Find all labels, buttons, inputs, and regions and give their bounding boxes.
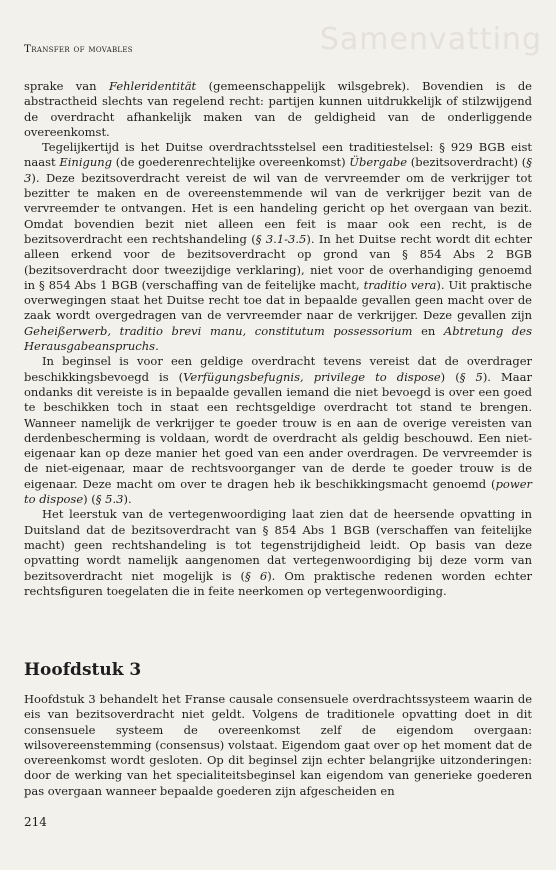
italic-term: Geheißerwerb, traditio brevi manu, constitutum possessorium	[24, 323, 413, 338]
chapter-paragraph: Hoofdstuk 3 behandelt het Franse causale consensuele overdrachtssysteem waarin de eis van bezitsoverdracht niet geldt. Volgens de traditionele opvatting doet in dit consensuele systeem de overeenkomst zelf de eigendom overgaan: wilsovereenstemming (consensus) volstaat. Eigendom gaat over op het moment dat de overeenkomst wordt gesloten. Op dit beginsel zijn echter belangrijke uitzonderingen: door de werking van het specialiteitsbeginsel kan eigendom van generieke goederen pas overgaan wanneer bepaalde goederen zijn afgescheiden en	[24, 692, 532, 798]
paragraph-3: In beginsel is voor een geldige overdracht tevens vereist dat de overdrager beschikkingsbevoegd is (Verfügungsbefugnis, privilege to dispose) (§ 5). Maar ondanks dit vereiste is in bepaalde gevallen iemand die niet bevoegd is over een goed te beschikken toch in staat een rechtsgeldige overdracht tot stand te brengen. Wanneer namelijk de verkrijger te goeder trouw is en aan de overige vereisten van derdenbescherming is voldaan, wordt de overdracht als geldig beschouwd. Een niet-eigenaar kan op deze manier het goed van een ander overdragen. De vervreemder is de niet-eigenaar, maar de rechtsvoorganger van de derde te goeder trouw is de eigenaar. Deze macht om over te dragen heb ik beschikkingsmacht genoemd (power to dispose) (§ 5.3).	[24, 354, 532, 507]
italic-term: § 5.3	[95, 492, 124, 507]
page-number: 214	[24, 815, 47, 829]
body-text	[24, 79, 532, 599]
italic-term: § 6	[245, 568, 268, 583]
italic-term: Einigung	[59, 155, 113, 170]
italic-term: § 3	[24, 155, 532, 185]
italic-term: Abtretung des Herausgabeanspruchs	[24, 323, 532, 354]
italic-term: power to dispose	[24, 476, 532, 507]
paragraph-4: Het leerstuk van de vertegenwoordiging laat zien dat de heersende opvatting in Duitsland dat de bezitsoverdracht van § 854 Abs 1 BGB (verschaffen van feitelijke macht) geen rechtshandeling is tot tegenstrijdigheid leidt. Op basis van deze opvatting wordt namelijk aangenomen dat vertegenwoordiging bij deze vorm van bezitsoverdracht niet mogelijk is (§ 6). Om praktische redenen worden echter rechtsfiguren toegelaten die in feite neerkomen op vertegenwoordiging.	[24, 507, 533, 598]
italic-term: § 3.1-3.5	[255, 231, 307, 246]
italic-term: Verfügungsbefugnis, privilege to dispose	[183, 369, 441, 384]
paragraph-2: Tegelijkertijd is het Duitse overdrachtsstelsel een traditiestelsel: § 929 BGB eist naast Einigung (de goederenrechtelijke overeenkomst) Übergabe (bezitsoverdracht) (§ 3). Deze bezitsoverdracht vereist de wil van de vervreemder om de verkrijger tot bezitter te maken en de overeenstemmende wil van de verkrijger bezit van de vervreemder te ontvangen. Het is een handeling gericht op het overgaan van bezit. Omdat bovendien bezit niet alleen een feit is maar ook een recht, is de bezitsoverdracht een rechtshandeling (§ 3.1-3.5). In het Duitse recht wordt dit echter alleen erkend voor de bezitsoverdracht op grond van § 854 Abs 2 BGB (bezitsoverdracht door tweezijdige verklaring), niet voor de overhandiging genoemd in § 854 Abs 1 BGB (verschaffing van de feitelijke macht, traditio vera). Uit praktische overwegingen staat het Duitse recht toe dat in bepaalde gevallen geen macht over de zaak wordt overgedragen van de vervreemder naar de verkrijger. Deze gevallen zijn Geheißerwerb, traditio brevi manu, constitutum possessorium en Abtretung des Herausgabeanspruchs.	[24, 140, 532, 354]
chapter-heading: Hoofdstuk 3	[24, 660, 142, 680]
running-header: Transfer of movables	[24, 43, 133, 55]
italic-term: § 5	[459, 369, 483, 384]
paragraph-1: sprake van Fehleridentität (gemeenschappelijk wilsgebrek). Bovendien is de abstractheid slechts van regelend recht: partijen kunnen uitdrukkelijk of stilzwijgend de overdracht afhankelijk maken van de geldigheid van de onderliggende overeenkomst.	[24, 79, 532, 139]
italic-term: Fehleridentität	[108, 79, 197, 93]
bleed-through-text: Samenvatting	[319, 22, 542, 57]
italic-term: Übergabe	[349, 155, 408, 170]
italic-term: traditio vera	[363, 277, 437, 292]
